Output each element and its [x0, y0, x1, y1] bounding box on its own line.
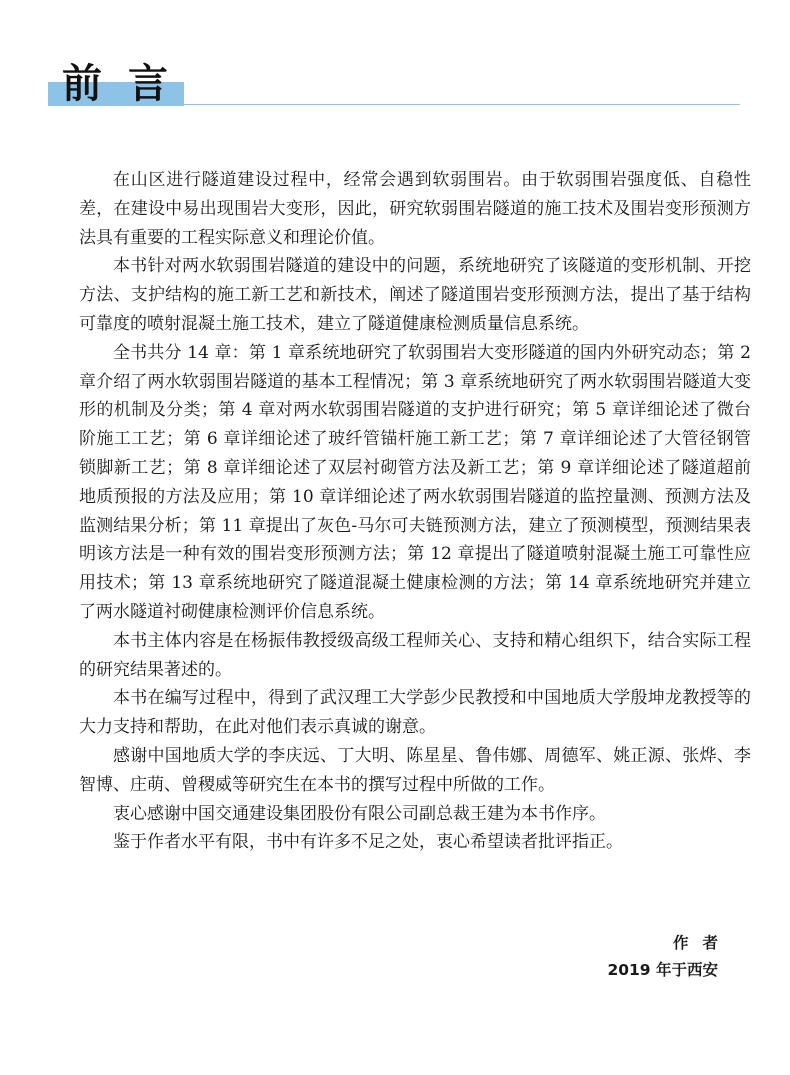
paragraph: 感谢中国地质大学的李庆远、丁大明、陈星星、鲁伟娜、周德军、姚正源、张烨、李智博、庄萌、曾稷威等研究生在本书的撰写过程中所做的工作。 [79, 745, 751, 795]
signature-date-place: 2019 年于西安 [607, 961, 718, 979]
paragraph: 鉴于作者水平有限，书中有许多不足之处，衷心希望读者批评指正。 [113, 832, 623, 853]
paragraph: 全书共分 14 章：第 1 章系统地研究了软弱围岩大变形隧道的国内外研究动态；第 2 章介绍了两水软弱围岩隧道的基本工程情况；第 3 章系统地研究了两水软弱围岩隧道大变形的机制及分类；第 4 章对两水软弱围岩隧道的支护进行研究；第 5 章详细论述了微台阶施工工艺；第 6 章详细论述了玻纤管锚杆施工新工艺；第 7 章详细论述了大管径钢管锁脚新工艺；第 8 章详细论述了双层衬砌管方法及新工艺；第 9 章详细论述了隧道超前地质预报的方法及应用；第 10 章详细论述了两水软弱围岩隧道的监控量测、预测方法及监测结果分析；第 11 章提出了灰色-马尔可夫链预测方法，建立了预测模型，预测结果表明该方法是一种有效的围岩变形预测方法；第 12 章提出了隧道喷射混凝土施工可靠性应用技术；第 13 章系统地研究了隧道混凝土健康检测的方法；第 14 章系统地研究并建立了两水隧道衬砌健康检测评价信息系统。 [79, 342, 751, 622]
heading-underline-rule [184, 104, 740, 105]
paragraph: 在山区进行隧道建设过程中，经常会遇到软弱围岩。由于软弱围岩强度低、自稳性差，在建设中易出现围岩大变形，因此，研究软弱围岩隧道的施工技术及围岩变形预测方法具有重要的工程实际意义和理论价值。 [79, 170, 751, 248]
preface-body [79, 166, 751, 857]
page-title: 前言 [62, 61, 194, 107]
paragraph: 本书在编写过程中，得到了武汉理工大学彭少民教授和中国地质大学殷坤龙教授等的大力支持和帮助，在此对他们表示真诚的谢意。 [79, 688, 751, 738]
paragraph: 本书针对两水软弱围岩隧道的建设中的问题，系统地研究了该隧道的变形机制、开挖方法、支护结构的施工新工艺和新技术，阐述了隧道围岩变形预测方法，提出了基于结构可靠度的喷射混凝土施工技术，建立了隧道健康检测质量信息系统。 [79, 256, 751, 334]
paragraph: 本书主体内容是在杨振伟教授级高级工程师关心、支持和精心组织下，结合实际工程的研究结果著述的。 [79, 630, 751, 680]
paragraph: 衷心感谢中国交通建设集团股份有限公司副总裁王建为本书作序。 [113, 803, 606, 824]
signature-author: 作者 [672, 934, 732, 952]
signature-block [607, 930, 732, 984]
preface-heading [48, 61, 194, 107]
